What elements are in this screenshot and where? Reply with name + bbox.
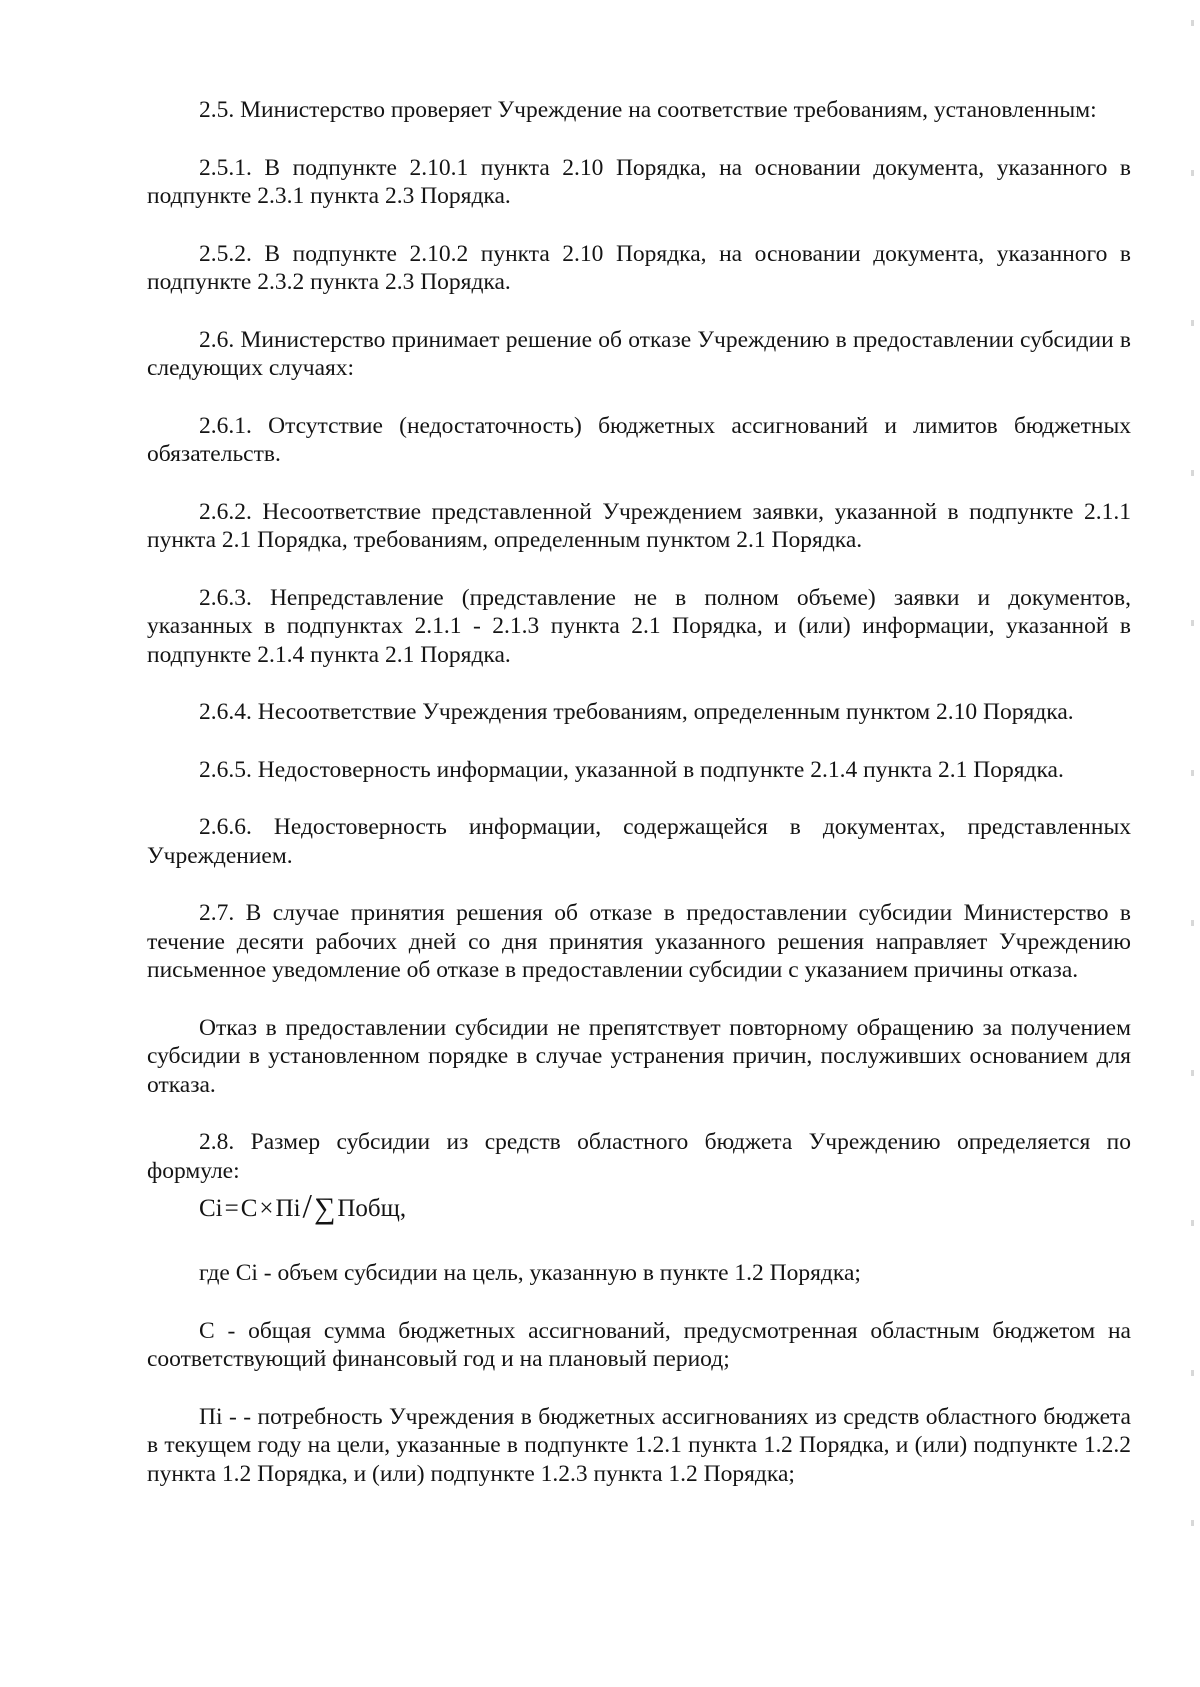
formula-times: × <box>259 1195 274 1222</box>
formula-equals: = <box>224 1195 239 1222</box>
paragraph-2-6-6: 2.6.6. Недостоверность информации, содержащейся в документах, представленных Учреждением. <box>147 814 1131 869</box>
formula-sigma-icon: ∑ <box>313 1192 336 1225</box>
paragraph-2-5: 2.5. Министерство проверяет Учреждение на соответствие требованиям, установленным: <box>199 97 1097 123</box>
paragraph-2-6-1: 2.6.1. Отсутствие (недостаточность) бюджетных ассигнований и лимитов бюджетных обязательств. <box>147 412 1131 467</box>
formula-ci: Ci <box>199 1195 223 1222</box>
paragraph-2-6-4: 2.6.4. Несоответствие Учреждения требованиям, определенным пунктом 2.10 Порядка. <box>199 699 1074 725</box>
paragraph-refusal-note: Отказ в предоставлении субсидии не препятствует повторному обращению за получением субсидии в установленном порядке в случае устранения причин, послуживших основанием для отказа. <box>147 1014 1131 1098</box>
formula-total: Побщ, <box>337 1195 407 1222</box>
scan-margin-marks <box>1191 20 1194 1660</box>
paragraph-2-8: 2.8. Размер субсидии из средств областного бюджета Учреждению определяется по формуле: <box>147 1129 1131 1184</box>
paragraph-2-6-2: 2.6.2. Несоответствие представленной Учреждением заявки, указанной в подпункте 2.1.1 пункта 2.1 Порядка, требованиям, определенным пунктом 2.1 Порядка. <box>147 498 1131 553</box>
paragraph-2-6-5: 2.6.5. Недостоверность информации, указанной в подпункте 2.1.4 пункта 2.1 Порядка. <box>199 756 1064 783</box>
definition-pi: Пi - - потребность Учреждения в бюджетных ассигнованиях из средств областного бюджета в текущем году на цели, указанные в подпункте 1.2.1 пункта 1.2 Порядка, и (или) подпункте 1.2.2 пункта 1.2 Порядка, и (или) подпункте 1.2.3 пункта 1.2 Порядка; <box>147 1403 1131 1487</box>
definition-c: С - общая сумма бюджетных ассигнований, предусмотренная областным бюджетом на соответствующий финансовый год и на плановый период; <box>147 1317 1131 1372</box>
subsidy-formula <box>199 1188 1131 1225</box>
formula-pi: Пi <box>275 1195 301 1222</box>
formula-slash: / <box>302 1188 312 1225</box>
document-body <box>147 96 1131 1488</box>
definition-ci: где Ci - объем субсидии на цель, указанную в пункте 1.2 Порядка; <box>199 1260 861 1286</box>
paragraph-2-6: 2.6. Министерство принимает решение об отказе Учреждению в предоставлении субсидии в следующих случаях: <box>147 326 1131 381</box>
paragraph-2-5-1: 2.5.1. В подпункте 2.10.1 пункта 2.10 Порядка, на основании документа, указанного в подпункте 2.3.1 пункта 2.3 Порядка. <box>147 154 1131 209</box>
formula-c: C <box>240 1195 258 1222</box>
paragraph-2-7: 2.7. В случае принятия решения об отказе в предоставлении субсидии Министерство в течение десяти рабочих дней со дня принятия указанного решения направляет Учреждению письменное уведомление об отказе в предоставлении субсидии с указанием причины отказа. <box>147 900 1131 983</box>
paragraph-2-6-3: 2.6.3. Непредставление (представление не в полном объеме) заявки и документов, указанных в подпунктах 2.1.1 - 2.1.3 пункта 2.1 Порядка, и (или) информации, указанной в подпункте 2.1.4 пункта 2.1 Порядка. <box>147 584 1131 668</box>
paragraph-2-5-2: 2.5.2. В подпункте 2.10.2 пункта 2.10 Порядка, на основании документа, указанного в подпункте 2.3.2 пункта 2.3 Порядка. <box>147 240 1131 295</box>
